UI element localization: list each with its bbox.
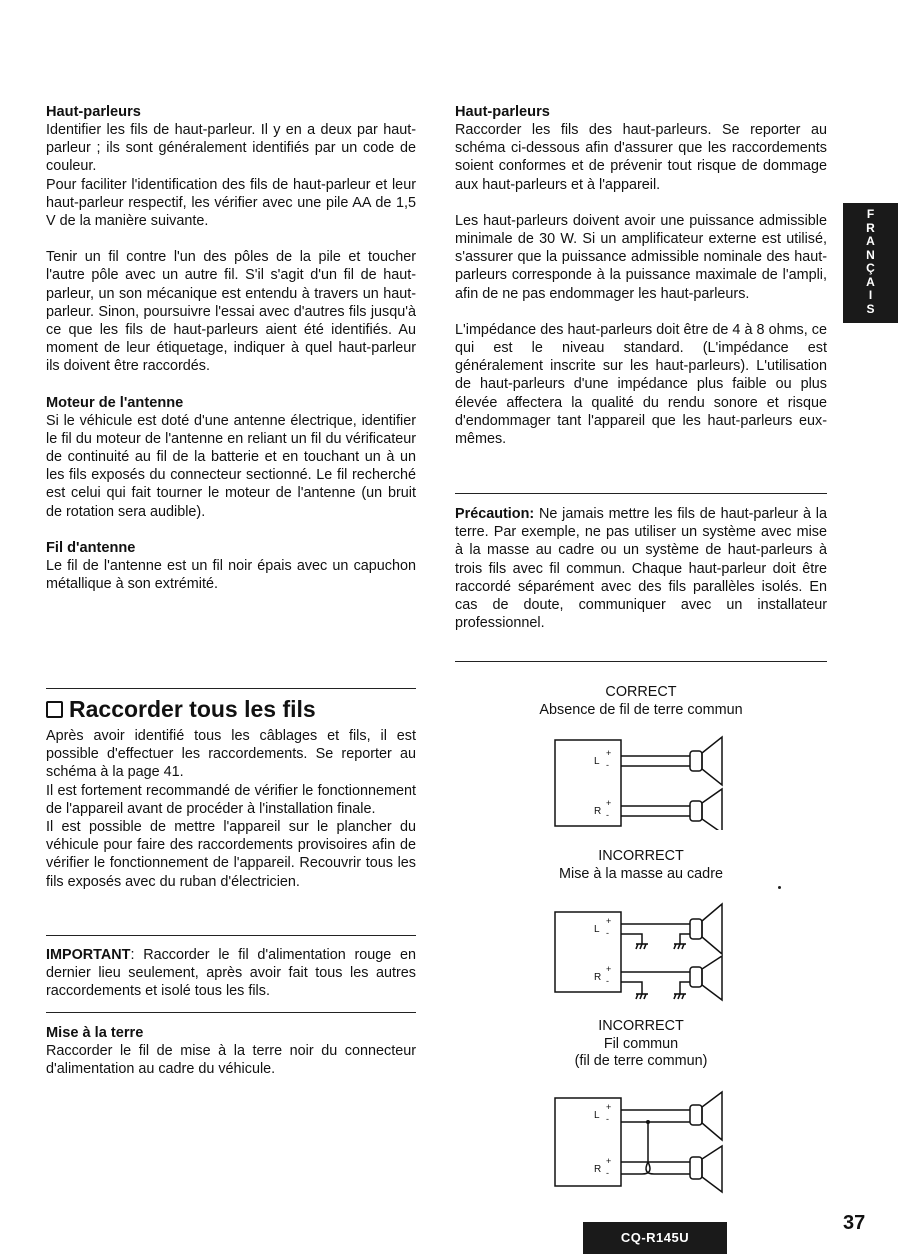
speaker-icon — [702, 1092, 722, 1140]
correct-subtitle: Absence de fil de terre commun — [539, 701, 743, 718]
antenna-motor-text: Si le véhicule est doté d'une antenne électrique, identifier le fil du moteur de l'antenne en reliant un fil du vérificateur de continuité au fil de la batterie et en touchant un à un les fils exposés du connecteur sectionné. Le fil recherché est celui qui fait tourner le moteur de l'antenne (un bruit de rotation sera audible). — [46, 412, 416, 520]
section-title: Raccorder tous les fils — [46, 694, 316, 724]
section-body — [46, 727, 416, 891]
label-left: L — [594, 924, 600, 935]
incorrect1-caption — [491, 848, 791, 883]
divider-right-2 — [455, 661, 827, 662]
section-p1: Après avoir identifié tous les câblages et fils, il est possible d'effectuer les raccordements. Se reporter au schéma à la page 41. — [46, 728, 416, 781]
label-minus: - — [606, 1114, 609, 1124]
section-p3: Il est possible de mettre l'appareil sur le plancher du véhicule pour faire des raccordements provisoires afin de vérifier le fonctionnement de l'appareil. Recouvrir tous les fils exposés avec du ruban d'électricien. — [46, 819, 416, 890]
checkbox-icon — [46, 701, 63, 718]
lang-letter: Ç — [866, 261, 875, 275]
page-number: 37 — [843, 1212, 866, 1234]
lang-letter: I — [868, 288, 873, 302]
lang-letter: S — [866, 301, 875, 316]
speaker-icon — [702, 789, 722, 830]
correct-caption — [491, 684, 791, 719]
scan-dot — [778, 886, 781, 889]
label-right: R — [594, 972, 602, 983]
label-plus: + — [606, 748, 612, 758]
incorrect2-title: INCORRECT — [598, 1018, 684, 1034]
ground-heading: Mise à la terre — [46, 1025, 144, 1041]
junction-icon — [646, 1120, 650, 1124]
speaker-icon — [690, 919, 702, 939]
incorrect2-caption — [491, 1018, 791, 1071]
speaker-icon — [690, 751, 702, 771]
antenna-motor-heading: Moteur de l'antenne — [46, 394, 184, 411]
right-column — [455, 103, 827, 448]
incorrect-frame-ground-diagram — [550, 900, 735, 1008]
label-plus: + — [606, 916, 612, 926]
speakers-heading-left: Haut-parleurs — [46, 104, 141, 120]
important-divider-bottom — [46, 1012, 416, 1013]
speakers-left-p2: Pour faciliter l'identification des fils de haut-parleur et leur haut-parleur respectif, les vérifier avec une pile AA de 1,5 V de la manière suivante. — [46, 176, 416, 230]
divider-right-1 — [455, 493, 827, 494]
label-minus: - — [606, 1168, 609, 1178]
label-plus: + — [606, 1102, 612, 1112]
caution-label: Précaution: — [455, 506, 535, 522]
label-minus: - — [606, 810, 609, 820]
speaker-icon — [702, 956, 722, 1000]
incorrect-common-wire-diagram — [550, 1090, 735, 1196]
incorrect1-subtitle: Mise à la masse au cadre — [559, 865, 723, 882]
speakers-right-p1: Raccorder les fils des haut-parleurs. Se reporter au schéma ci-dessous afin d'assurer que les raccordements soient conformes et de prévenir tout risque de dommage aux haut-parleurs et à l'appareil. — [455, 122, 827, 193]
speakers-right-p3: L'impédance des haut-parleurs doit être de 4 à 8 ohms, ce qui est le niveau standard. (L'impédance est généralement inscrite sur les haut-parleurs). L'utilisation de haut-parleurs d'une impédance plus faible ou plus élevée affectera la qualité du rendu sonore et risque d'endommager tant l'appareil que les haut-parleurs eux-mêmes. — [455, 321, 827, 448]
speaker-icon — [690, 1157, 702, 1179]
label-plus: + — [606, 798, 612, 808]
speaker-icon — [702, 737, 722, 785]
important-divider-top — [46, 935, 416, 936]
ground-block — [46, 1024, 416, 1078]
caution-text: Précaution: Ne jamais mettre les fils de haut-parleur à la terre. Par exemple, ne pas utiliser un système avec mise à la masse au cadre ou un système de haut-parleurs à trois fils avec fil commun. Chaque haut-parleur doit être raccordé séparément avec des fils parallèles isolés. En cas de doute, communiquer avec un installateur professionnel. — [455, 506, 827, 632]
lang-letter: N — [866, 247, 875, 262]
ground-text: Raccorder le fil de mise à la terre noir du connecteur d'alimentation au cadre du véhicule. — [46, 1043, 416, 1078]
speakers-left-p3: Tenir un fil contre l'un des pôles de la pile et toucher l'autre pôle avec un autre fil. S'il s'agit d'un fil de haut-parleur, un son mécanique est entendu à travers un haut-parleur. Sinon, poursuivre l'essai avec d'autres fils jusqu'à ce que les fils de haut-parleurs aient été identifiés. Au moment de leur étiquetage, indiquer à quel haut-parleur ils doivent être raccordés. — [46, 249, 416, 375]
incorrect1-title: INCORRECT — [598, 848, 684, 864]
important-block — [46, 946, 416, 1001]
speaker-icon — [702, 1146, 722, 1192]
label-right: R — [594, 1164, 602, 1175]
speakers-heading-right: Haut-parleurs — [455, 104, 550, 120]
antenna-wire-text: Le fil de l'antenne est un fil noir épais avec un capuchon métallique à son extrémité. — [46, 557, 416, 593]
language-tab — [843, 203, 898, 323]
important-text: IMPORTANT: Raccorder le fil d'alimentation rouge en dernier lieu seulement, après avoir fait tous les autres raccordements et isolé tous les fils. — [46, 947, 416, 1000]
label-minus: - — [606, 976, 609, 986]
label-left: L — [594, 1110, 600, 1121]
correct-title: CORRECT — [605, 684, 677, 700]
label-minus: - — [606, 760, 609, 770]
section-divider-top — [46, 688, 416, 689]
model-badge: CQ-R145U — [583, 1222, 727, 1254]
label-right: R — [594, 806, 602, 817]
incorrect2-subtitle: Fil commun — [603, 1035, 679, 1052]
speaker-icon — [690, 1105, 702, 1125]
lang-letter: A — [866, 274, 875, 289]
lang-letter: R — [866, 220, 875, 235]
label-left: L — [594, 756, 600, 767]
speaker-icon — [702, 904, 722, 954]
caution-block — [455, 505, 827, 632]
section-p2: Il est fortement recommandé de vérifier le fonctionnement de l'appareil avant de procéder à l'installation finale. — [46, 782, 416, 817]
antenna-wire-heading: Fil d'antenne — [46, 539, 136, 556]
speaker-icon — [690, 801, 702, 821]
left-column — [46, 103, 416, 593]
lang-letter: F — [866, 207, 875, 221]
speakers-right-p2: Les haut-parleurs doivent avoir une puissance admissible minimale de 30 W. Si un amplificateur externe est utilisé, s'assurer que la puissance admissible nominale des haut-parleurs corresponde à la puissance maximale de l'ampli, afin de ne pas endommager les haut-parleurs. — [455, 212, 827, 302]
correct-wiring-diagram — [550, 732, 735, 830]
label-plus: + — [606, 1156, 612, 1166]
lang-letter: A — [866, 234, 875, 248]
incorrect2-subtitle2: (fil de terre commun) — [574, 1053, 708, 1069]
important-label: IMPORTANT — [46, 947, 131, 963]
label-plus: + — [606, 964, 612, 974]
label-minus: - — [606, 928, 609, 938]
speaker-icon — [690, 967, 702, 987]
speakers-left-p1: Identifier les fils de haut-parleur. Il y en a deux par haut-parleur ; ils sont généralement identifiés par un code de couleur. — [46, 122, 416, 175]
